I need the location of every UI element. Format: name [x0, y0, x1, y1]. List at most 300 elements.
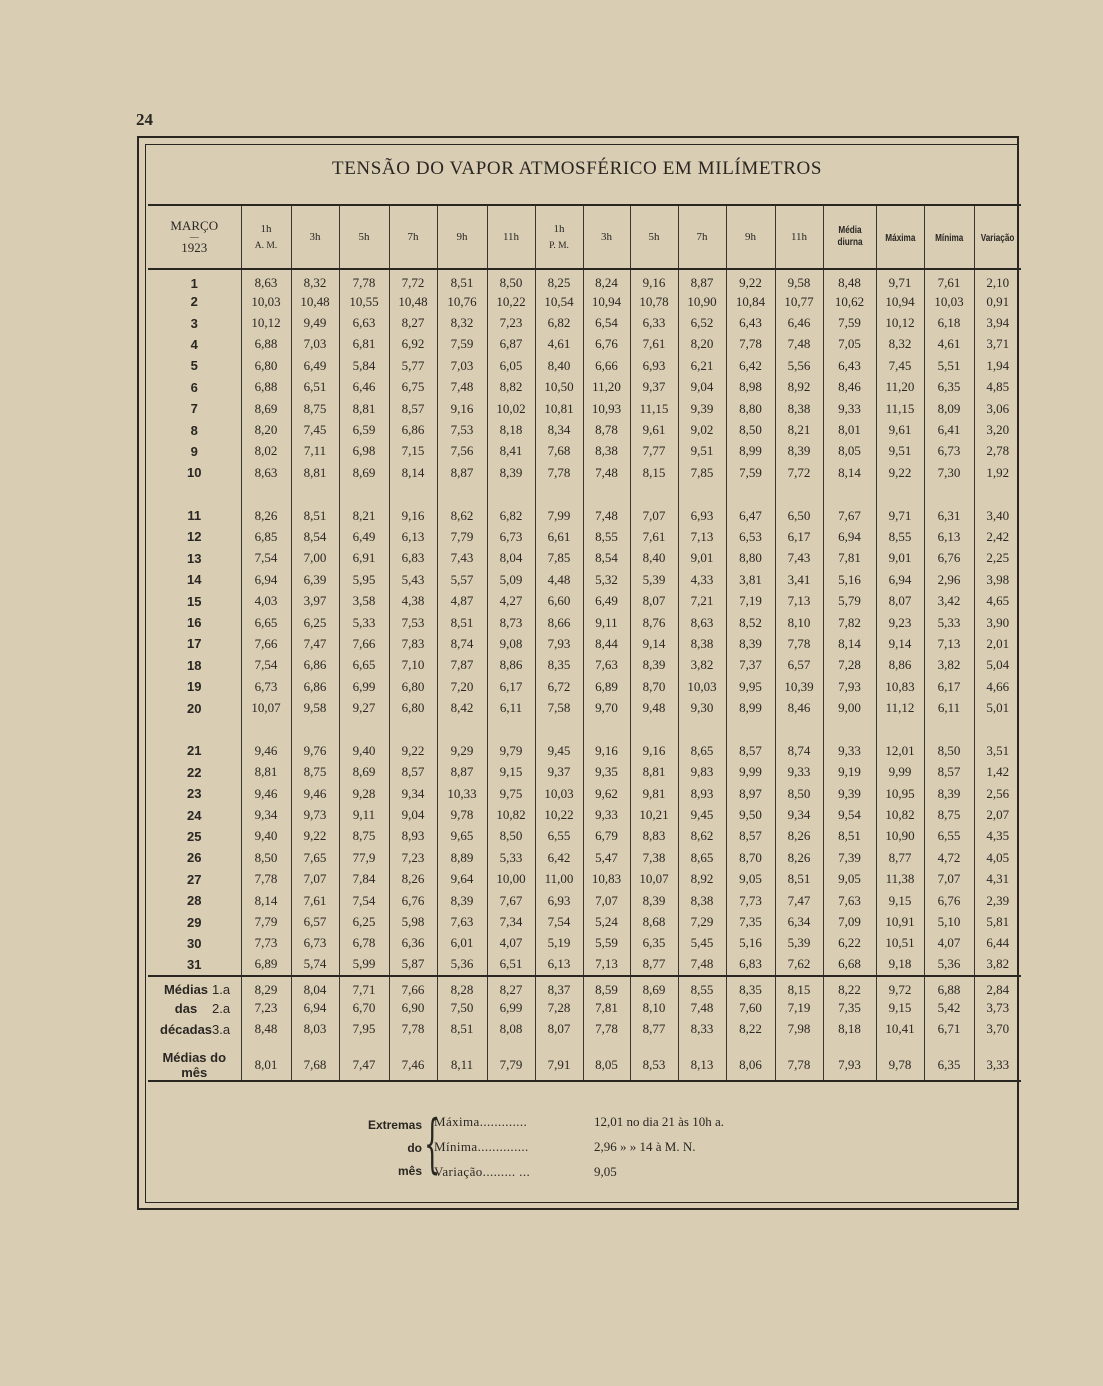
value-cell: 10,82: [487, 804, 535, 825]
value-cell: 10,02: [487, 398, 535, 419]
table-row: [148, 269, 1021, 291]
value-cell: 7,19: [775, 998, 823, 1019]
value-cell: 5,24: [583, 911, 630, 932]
value-cell: 6,25: [339, 911, 389, 932]
value-cell: 7,21: [678, 590, 726, 611]
value-cell: 6,76: [389, 890, 437, 911]
value-cell: 8,77: [630, 954, 678, 975]
value-cell: 6,80: [389, 697, 437, 718]
value-cell: 2,78: [974, 441, 1021, 462]
value-cell: 4,72: [924, 847, 974, 868]
value-cell: 6,88: [241, 334, 291, 355]
month-means: [148, 1040, 1021, 1081]
gap-cell: [876, 719, 924, 740]
value-cell: 9,22: [291, 826, 339, 847]
column-header: [487, 205, 535, 269]
value-cell: 10,33: [437, 783, 487, 804]
value-cell: 9,71: [876, 505, 924, 526]
value-cell: 8,18: [487, 419, 535, 440]
value-cell: 6,33: [630, 312, 678, 333]
column-header: [535, 205, 583, 269]
value-cell: 7,61: [924, 269, 974, 291]
column-header-label: 5h: [648, 231, 660, 243]
value-cell: 9,01: [678, 548, 726, 569]
day-number: 16: [187, 615, 202, 631]
value-cell: 7,23: [487, 312, 535, 333]
column-header: [583, 205, 630, 269]
value-cell: 8,50: [726, 419, 775, 440]
value-cell: 7,54: [535, 911, 583, 932]
decade-ordinal: 3.a: [212, 1021, 231, 1037]
value-cell: 8,22: [823, 976, 876, 998]
column-header-label: 9h: [745, 231, 756, 243]
value-cell: 6,25: [291, 612, 339, 633]
value-cell: 7,95: [339, 1019, 389, 1040]
value-cell: 9,22: [726, 269, 775, 291]
value-cell: 8,83: [630, 826, 678, 847]
value-cell: 7,59: [823, 312, 876, 333]
column-header-label: 7h: [407, 231, 419, 243]
day-number: 6: [190, 379, 198, 395]
value-cell: 6,70: [339, 998, 389, 1019]
value-cell: 5,74: [291, 954, 339, 975]
day-number: 15: [187, 593, 202, 609]
value-cell: 5,45: [678, 933, 726, 954]
value-cell: 3,82: [924, 655, 974, 676]
value-cell: 8,86: [487, 655, 535, 676]
value-cell: 8,15: [775, 976, 823, 998]
value-cell: 5,57: [437, 569, 487, 590]
value-cell: 77,9: [339, 847, 389, 868]
value-cell: 8,34: [535, 419, 583, 440]
value-cell: 6,73: [924, 441, 974, 462]
value-cell: 9,71: [876, 269, 924, 291]
value-cell: 6,81: [339, 334, 389, 355]
column-header-label: 11h: [502, 231, 520, 243]
value-cell: 8,69: [241, 398, 291, 419]
value-cell: 10,77: [775, 291, 823, 312]
value-cell: 6,87: [487, 334, 535, 355]
value-cell: 6,91: [339, 548, 389, 569]
value-cell: 10,93: [583, 398, 630, 419]
value-cell: 10,00: [487, 869, 535, 890]
value-cell: 7,56: [437, 441, 487, 462]
value-cell: 7,45: [291, 419, 339, 440]
value-cell: 8,66: [535, 612, 583, 633]
value-cell: 7,87: [437, 655, 487, 676]
value-cell: 7,13: [924, 633, 974, 654]
value-cell: 7,39: [823, 847, 876, 868]
value-cell: 3,82: [974, 954, 1021, 975]
value-cell: 7,23: [241, 998, 291, 1019]
value-cell: 8,55: [583, 526, 630, 547]
value-cell: 9,22: [389, 740, 437, 761]
day-number: 11: [187, 508, 202, 524]
value-cell: 5,36: [437, 954, 487, 975]
value-cell: 9,34: [241, 804, 291, 825]
value-cell: 6,49: [339, 526, 389, 547]
extreme-min: Mínima.............. 2,96 » » 14 à M. N.: [434, 1139, 696, 1154]
decade-gap: [148, 484, 1021, 505]
value-cell: 5,04: [974, 655, 1021, 676]
value-cell: 4,61: [924, 334, 974, 355]
day-number: 5: [190, 358, 198, 374]
value-cell: 5,36: [924, 954, 974, 975]
value-cell: 6,86: [291, 655, 339, 676]
year-label: 1923: [181, 240, 208, 255]
value-cell: 8,50: [775, 783, 823, 804]
value-cell: 7,77: [630, 441, 678, 462]
decade-ordinal: 1.a: [212, 982, 231, 997]
column-header-label: 3h: [309, 231, 321, 243]
value-cell: 9,95: [726, 676, 775, 697]
value-cell: 7,59: [726, 462, 775, 483]
value-cell: 6,83: [389, 548, 437, 569]
day-number: 23: [187, 786, 202, 802]
value-cell: 10,03: [924, 291, 974, 312]
gap-cell: [678, 484, 726, 505]
value-cell: 6,85: [241, 526, 291, 547]
value-cell: 6,41: [924, 419, 974, 440]
value-cell: 8,51: [437, 1019, 487, 1040]
value-cell: 9,81: [630, 783, 678, 804]
value-cell: 6,35: [630, 933, 678, 954]
value-cell: 10,07: [630, 869, 678, 890]
value-cell: 6,05: [487, 355, 535, 376]
value-cell: 7,63: [583, 655, 630, 676]
value-cell: 7,78: [775, 1040, 823, 1081]
value-cell: 8,51: [291, 505, 339, 526]
value-cell: 8,53: [630, 1040, 678, 1081]
gap-cell: [291, 719, 339, 740]
value-cell: 8,09: [924, 398, 974, 419]
value-cell: 7,59: [437, 334, 487, 355]
extreme-variation: Variação......... ... 9,05: [434, 1164, 617, 1179]
value-cell: 11,00: [535, 869, 583, 890]
value-cell: 6,82: [487, 505, 535, 526]
value-cell: 10,91: [876, 911, 924, 932]
value-cell: 6,76: [924, 890, 974, 911]
gap-cell: [876, 484, 924, 505]
day-number: 7: [190, 401, 198, 417]
column-header: [924, 205, 974, 269]
gap-cell: [924, 484, 974, 505]
gap-cell: [389, 719, 437, 740]
value-cell: 9,39: [823, 783, 876, 804]
value-cell: 6,46: [775, 312, 823, 333]
value-cell: 2,96: [924, 569, 974, 590]
value-cell: 9,11: [583, 612, 630, 633]
extremes-label: Extremas do mês: [367, 1118, 422, 1178]
value-cell: 6,13: [389, 526, 437, 547]
value-cell: 3,06: [974, 398, 1021, 419]
value-cell: 6,22: [823, 933, 876, 954]
value-cell: 7,72: [775, 462, 823, 483]
value-cell: 11,15: [876, 398, 924, 419]
gap-cell: [583, 719, 630, 740]
value-cell: 8,75: [291, 762, 339, 783]
value-cell: 6,68: [823, 954, 876, 975]
table-row: [148, 312, 1021, 333]
value-cell: 7,54: [339, 890, 389, 911]
value-cell: 7,43: [437, 548, 487, 569]
value-cell: 9,78: [876, 1040, 924, 1081]
value-cell: 5,16: [726, 933, 775, 954]
value-cell: 2,42: [974, 526, 1021, 547]
value-cell: 6,43: [726, 312, 775, 333]
value-cell: 8,75: [339, 826, 389, 847]
value-cell: 6,73: [241, 676, 291, 697]
value-cell: 8,87: [437, 462, 487, 483]
value-cell: 7,85: [535, 548, 583, 569]
value-cell: 6,94: [241, 569, 291, 590]
value-cell: 9,16: [630, 740, 678, 761]
value-cell: 8,81: [291, 462, 339, 483]
column-header-label: Média diurna: [836, 225, 863, 248]
value-cell: 9,18: [876, 954, 924, 975]
value-cell: 7,78: [775, 633, 823, 654]
table-row: [148, 377, 1021, 398]
value-cell: 6,57: [775, 655, 823, 676]
value-cell: 4,65: [974, 590, 1021, 611]
value-cell: 9,04: [678, 377, 726, 398]
value-cell: 8,38: [583, 441, 630, 462]
value-cell: 8,13: [678, 1040, 726, 1081]
value-cell: 6,73: [291, 933, 339, 954]
value-cell: 7,54: [241, 548, 291, 569]
value-cell: 9,76: [291, 740, 339, 761]
value-cell: 6,78: [339, 933, 389, 954]
value-cell: 6,83: [726, 954, 775, 975]
value-cell: 8,22: [726, 1019, 775, 1040]
value-cell: 6,46: [339, 377, 389, 398]
value-cell: 8,26: [775, 847, 823, 868]
value-cell: 8,14: [241, 890, 291, 911]
value-cell: 9,15: [876, 890, 924, 911]
value-cell: 9,99: [876, 762, 924, 783]
value-cell: 7,47: [339, 1040, 389, 1081]
day-number: 17: [187, 636, 202, 652]
value-cell: 9,45: [535, 740, 583, 761]
gap-cell: [974, 484, 1021, 505]
gap-cell: [775, 484, 823, 505]
day-number: 22: [187, 764, 202, 780]
gap-cell: [535, 719, 583, 740]
value-cell: 6,61: [535, 526, 583, 547]
value-cell: 9,16: [389, 505, 437, 526]
gap-cell: [535, 484, 583, 505]
value-cell: 6,90: [389, 998, 437, 1019]
value-cell: 3,20: [974, 419, 1021, 440]
value-cell: 7,93: [823, 676, 876, 697]
value-cell: 9,35: [583, 762, 630, 783]
value-cell: 5,33: [924, 612, 974, 633]
value-cell: 8,07: [876, 590, 924, 611]
value-cell: 7,84: [339, 869, 389, 890]
value-cell: 7,07: [924, 869, 974, 890]
value-cell: 7,78: [726, 334, 775, 355]
value-cell: 7,20: [437, 676, 487, 697]
value-cell: 9,16: [583, 740, 630, 761]
value-cell: 2,10: [974, 269, 1021, 291]
day-number: 9: [190, 443, 198, 459]
value-cell: 4,27: [487, 590, 535, 611]
gap-cell: [974, 719, 1021, 740]
value-cell: 6,92: [389, 334, 437, 355]
value-cell: 9,61: [630, 419, 678, 440]
value-cell: 9,19: [823, 762, 876, 783]
column-header-sub: A. M.: [254, 241, 278, 251]
value-cell: 2,25: [974, 548, 1021, 569]
value-cell: 2,07: [974, 804, 1021, 825]
value-cell: 9,51: [876, 441, 924, 462]
decade-label-word: décadas: [160, 1021, 213, 1037]
value-cell: 6,11: [487, 697, 535, 718]
value-cell: 6,73: [487, 526, 535, 547]
value-cell: 9,40: [241, 826, 291, 847]
value-cell: 7,53: [437, 419, 487, 440]
value-cell: 5,84: [339, 355, 389, 376]
table-row: [148, 398, 1021, 419]
value-cell: 11,12: [876, 697, 924, 718]
decade-label-word: das: [174, 1000, 198, 1016]
extremes-brace: {: [424, 1107, 441, 1181]
value-cell: 5,98: [389, 911, 437, 932]
value-cell: 8,42: [437, 697, 487, 718]
table-row: [148, 633, 1021, 654]
value-cell: 8,15: [630, 462, 678, 483]
value-cell: 3,41: [775, 569, 823, 590]
value-cell: 6,88: [241, 377, 291, 398]
value-cell: 7,63: [823, 890, 876, 911]
value-cell: 5,56: [775, 355, 823, 376]
value-cell: 5,81: [974, 911, 1021, 932]
value-cell: 6,75: [389, 377, 437, 398]
day-number: 14: [187, 572, 202, 588]
value-cell: 8,28: [437, 976, 487, 998]
value-cell: 8,26: [389, 869, 437, 890]
value-cell: 10,22: [487, 291, 535, 312]
value-cell: 9,37: [630, 377, 678, 398]
value-cell: 8,26: [775, 826, 823, 847]
value-cell: 8,46: [823, 377, 876, 398]
value-cell: 8,74: [775, 740, 823, 761]
day-number: 13: [187, 550, 202, 566]
value-cell: 9,34: [389, 783, 437, 804]
column-header-sub: P. M.: [549, 241, 569, 251]
value-cell: 8,81: [339, 398, 389, 419]
value-cell: 8,38: [678, 633, 726, 654]
value-cell: 5,19: [535, 933, 583, 954]
value-cell: 8,46: [775, 697, 823, 718]
value-cell: 8,04: [487, 548, 535, 569]
value-cell: 8,04: [291, 976, 339, 998]
value-cell: 6,17: [924, 676, 974, 697]
column-header-label: 5h: [358, 231, 370, 243]
value-cell: 7,30: [924, 462, 974, 483]
value-cell: 11,20: [876, 377, 924, 398]
value-cell: 10,78: [630, 291, 678, 312]
value-cell: 8,78: [583, 419, 630, 440]
vapor-pressure-table: [148, 204, 1021, 1082]
value-cell: 9,48: [630, 697, 678, 718]
value-cell: 8,54: [583, 548, 630, 569]
gap-cell: [678, 719, 726, 740]
table-row: [148, 655, 1021, 676]
value-cell: 8,80: [726, 398, 775, 419]
value-cell: 7,11: [291, 441, 339, 462]
value-cell: 8,32: [437, 312, 487, 333]
value-cell: 8,32: [876, 334, 924, 355]
value-cell: 7,29: [678, 911, 726, 932]
value-cell: 9,73: [291, 804, 339, 825]
value-cell: 7,62: [775, 954, 823, 975]
value-cell: 5,42: [924, 998, 974, 1019]
value-cell: 8,39: [775, 441, 823, 462]
value-cell: 8,38: [678, 890, 726, 911]
value-cell: 9,83: [678, 762, 726, 783]
value-cell: 8,06: [726, 1040, 775, 1081]
month-means-label: Médias do mês: [148, 1040, 241, 1081]
gap-cell: [726, 484, 775, 505]
value-cell: 2,56: [974, 783, 1021, 804]
value-cell: 10,48: [389, 291, 437, 312]
value-cell: 7,58: [535, 697, 583, 718]
value-cell: 7,48: [775, 334, 823, 355]
value-cell: 10,51: [876, 933, 924, 954]
value-cell: 6,01: [437, 933, 487, 954]
value-cell: 8,39: [487, 462, 535, 483]
value-cell: 9,14: [876, 633, 924, 654]
value-cell: 7,00: [291, 548, 339, 569]
gap-cell: [241, 484, 291, 505]
value-cell: 10,90: [876, 826, 924, 847]
value-cell: 4,38: [389, 590, 437, 611]
value-cell: 7,72: [389, 269, 437, 291]
table-row: [148, 441, 1021, 462]
gap-cell: [823, 719, 876, 740]
value-cell: 9,50: [726, 804, 775, 825]
value-cell: 7,66: [389, 976, 437, 998]
value-cell: 8,73: [487, 612, 535, 633]
day-number: 19: [187, 679, 202, 695]
value-cell: 6,93: [678, 505, 726, 526]
table-row: [148, 826, 1021, 847]
value-cell: 8,93: [389, 826, 437, 847]
value-cell: 2,84: [974, 976, 1021, 998]
value-cell: 4,03: [241, 590, 291, 611]
value-cell: 3,82: [678, 655, 726, 676]
day-number: 18: [187, 657, 202, 673]
value-cell: 8,05: [823, 441, 876, 462]
value-cell: 6,35: [924, 377, 974, 398]
value-cell: 6,50: [775, 505, 823, 526]
value-cell: 8,81: [630, 762, 678, 783]
value-cell: 6,57: [291, 911, 339, 932]
table-row: [148, 505, 1021, 526]
value-cell: 6,94: [876, 569, 924, 590]
value-cell: 6,49: [291, 355, 339, 376]
value-cell: 7,13: [678, 526, 726, 547]
column-header: [291, 205, 339, 269]
table-row: [148, 462, 1021, 483]
value-cell: 3,73: [974, 998, 1021, 1019]
value-cell: 7,91: [535, 1040, 583, 1081]
value-cell: 9,28: [339, 783, 389, 804]
value-cell: 6,53: [726, 526, 775, 547]
table-row: [148, 548, 1021, 569]
value-cell: 8,05: [583, 1040, 630, 1081]
